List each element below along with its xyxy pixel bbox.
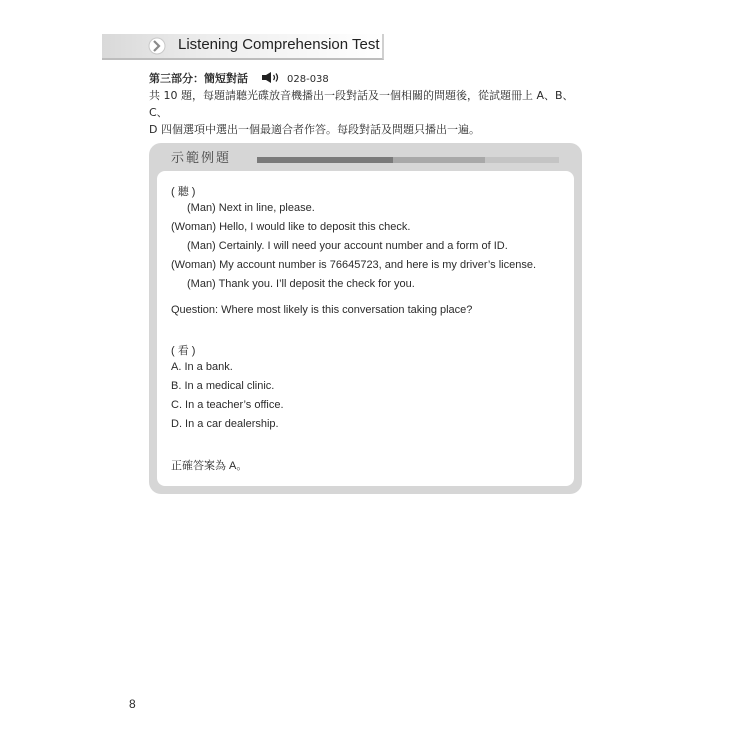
listen-label: ( 聽 ): [171, 186, 196, 198]
option-c: C. In a teacher’s office.: [171, 399, 284, 411]
dialogue-line: (Woman) Hello, I would like to deposit this check.: [171, 221, 411, 233]
look-label: ( 看 ): [171, 345, 196, 357]
header-bar: [102, 34, 384, 60]
section-title: 第三部分：簡短對話: [149, 72, 248, 85]
example-tab-label: 示範例題: [157, 147, 257, 171]
option-d: D. In a car dealership.: [171, 418, 279, 430]
option-b: B. In a medical clinic.: [171, 380, 275, 392]
instructions: [149, 87, 589, 138]
tab-bar-mid: [393, 157, 485, 163]
page-number: 8: [129, 697, 136, 711]
instructions-line: D 四個選項中選出一個最適合者作答。每段對話及問題只播出一遍。: [149, 123, 480, 136]
tab-bar-dark: [243, 157, 393, 163]
track-number: 028-038: [287, 74, 329, 85]
speaker-icon: [262, 72, 282, 83]
dialogue-line: (Man) Next in line, please.: [187, 202, 315, 214]
chevron-right-icon: [148, 37, 166, 55]
dialogue-line: (Man) Thank you. I’ll deposit the check for you.: [187, 278, 415, 290]
option-a: A. In a bank.: [171, 361, 233, 373]
instructions-line: 共 10 題，每題請聽光碟放音機播出一段對話及一個相關的問題後，從試題冊上 A、B、C、: [149, 89, 574, 119]
dialogue-line: (Man) Certainly. I will need your account number and a form of ID.: [187, 240, 508, 252]
dialogue-line: (Woman) My account number is 76645723, and here is my driver’s license.: [171, 259, 537, 271]
header-title: Listening Comprehension Test: [178, 36, 380, 53]
example-content: [157, 171, 574, 486]
tab-bar-light: [485, 157, 559, 163]
example-card: [149, 143, 582, 494]
section-heading: [149, 70, 329, 86]
question-text: Question: Where most likely is this conversation taking place?: [171, 304, 473, 316]
answer-text: 正確答案為 A。: [171, 460, 248, 472]
